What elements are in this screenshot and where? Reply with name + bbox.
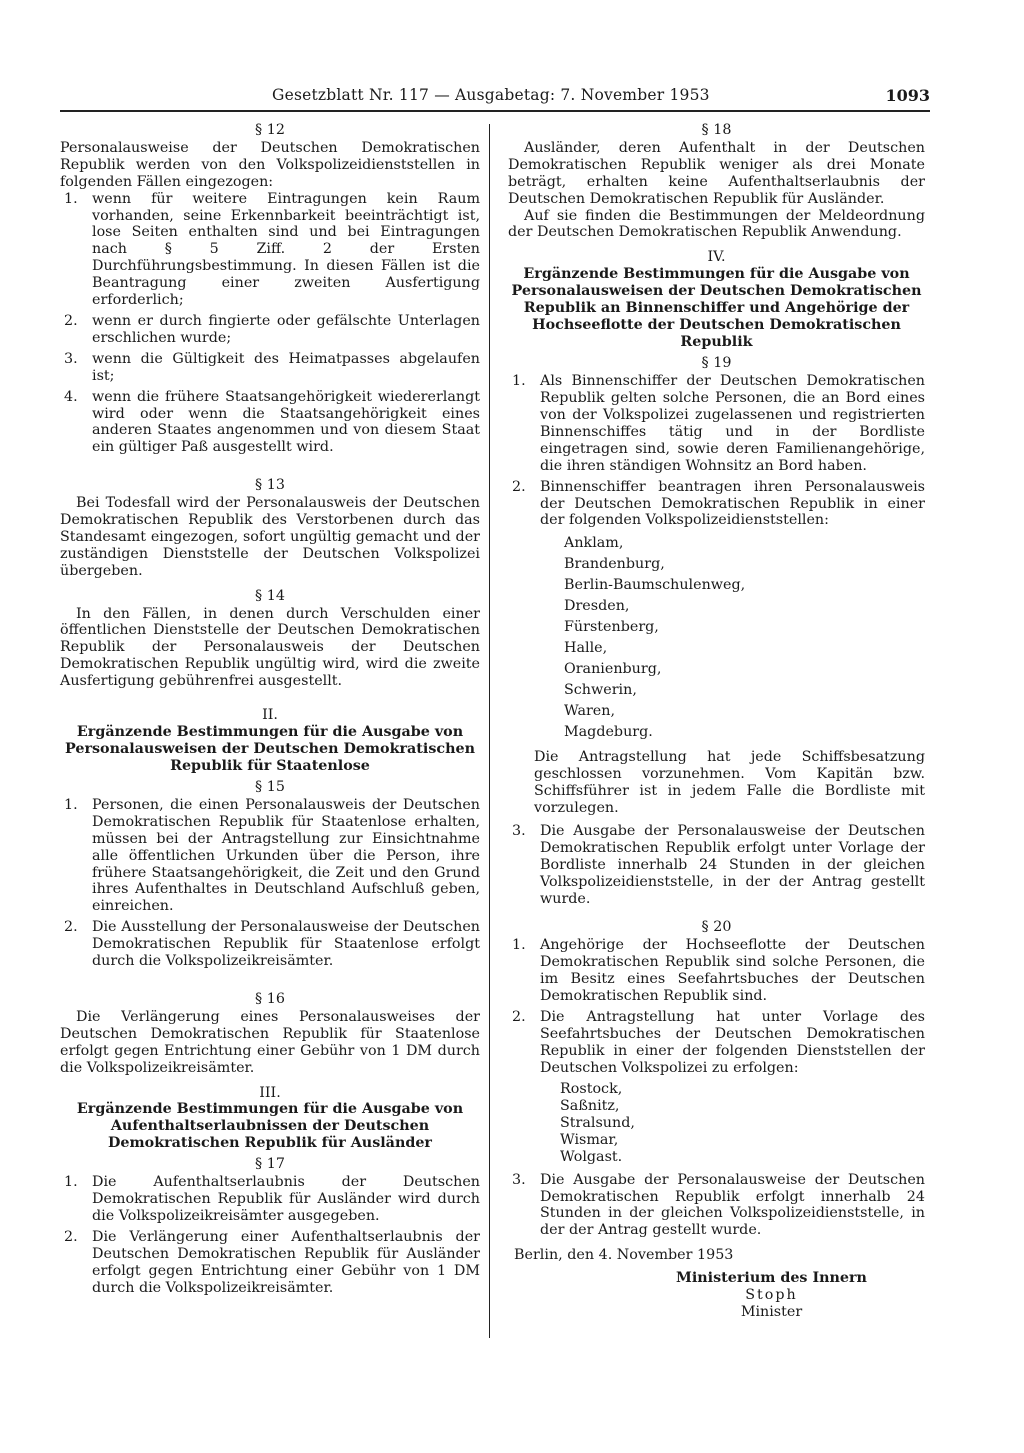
list-item: Magdeburg. — [564, 724, 653, 741]
part-heading: Ergänzende Bestimmungen für die Ausgabe von Personalausweisen der Deutschen Demokratischen Republik an Binnenschiffer und Angehörige der Hochseeflotte der Deutschen Demokratischen Republik — [511, 266, 922, 351]
section-title: § 18 — [701, 122, 732, 138]
page-header — [60, 86, 930, 110]
section-title: § 19 — [701, 355, 732, 372]
left-column — [60, 122, 480, 1301]
section-text: Bei Todesfall wird der Personalausweis der Deutschen Demokratischen Republik des Verstorbenen durch das Standesamt eingezogen, sofort ungültig gemacht und der zuständigen Dienststelle der Deutschen Volkspolizei übergeben. — [60, 495, 480, 579]
page-number: 1093 — [885, 86, 930, 105]
numbered-list — [508, 373, 925, 529]
item-text: Die Antragstellung hat unter Vorlage des Seefahrtsbuches der Deutschen Demokratischen Republik in einer der folgenden Dienststellen der Deutschen Volkspolizei zu erfolgen: — [540, 1009, 925, 1076]
list-item: Wolgast. — [560, 1148, 623, 1165]
item-number: 1. — [512, 373, 526, 390]
list-item — [60, 1229, 480, 1297]
list-item — [508, 937, 925, 1005]
list-item: Brandenburg, — [564, 556, 665, 573]
list-item — [508, 479, 925, 530]
item-number: 3. — [512, 1171, 526, 1188]
item-number: 2. — [512, 1009, 526, 1025]
list-item: Berlin-Baumschulenweg, — [564, 577, 746, 594]
list-item: Waren, — [564, 703, 616, 720]
section-text: Ausländer, deren Aufenthalt in der Deutschen Demokratischen Republik weniger als drei Monate beträgt, erhalten keine Aufenthaltserlaubnis der Deutschen Demokratischen Republik für Ausländer. — [508, 139, 925, 207]
item-text: Binnenschiffer beantragen ihren Personalausweis der Deutschen Demokratischen Republik in einer der folgenden Volkspolizeidienststellen: — [540, 478, 925, 529]
ministry-name: Ministerium des Innern — [676, 1270, 867, 1287]
list-item: Stralsund, — [560, 1114, 635, 1131]
item-number: 3. — [64, 350, 78, 367]
list-item: Rostock, — [560, 1080, 623, 1097]
numbered-list — [60, 1174, 480, 1296]
list-item: Wismar, — [560, 1131, 619, 1148]
section-intro: Personalausweise der Deutschen Demokratischen Republik werden von den Volkspolizeidienststellen in folgenden Fällen eingezogen: — [60, 139, 480, 190]
item-text: Die Aufenthaltserlaubnis der Deutschen Demokratischen Republik für Ausländer wird durch die Volkspolizeikreisämter ausgegeben. — [92, 1174, 480, 1225]
item-text: Die Ausgabe der Personalausweise der Deutschen Demokratischen Republik erfolgt unter Vorlage der Bordliste innerhalb 24 Stunden in der gleichen Volkspolizeidienststelle, in der der Antrag gestellt wurde. — [540, 822, 925, 907]
list-item — [60, 351, 480, 385]
signature-block — [618, 1270, 925, 1321]
item-text: Personen, die einen Personalausweis der Deutschen Demokratischen Republik für Staatenlose erhalten, müssen bei der Antragstellung zur Einsichtnahme alle öffentlichen Urkunden über die Person, ihre frühere Staatsangehörigkeit, die Zeit und den Grund ihres Aufenthaltes in Deutschland Aufschluß geben, einreichen. — [92, 796, 480, 915]
item-number: 1. — [64, 1174, 78, 1191]
signatory-name: Stoph — [745, 1287, 798, 1304]
item-text: wenn die frühere Staatsangehörigkeit wiedererlangt wird oder wenn die Staatsangehörigkeit eines anderen Staates angenommen und von diesem Staat ein gültiger Paß ausgestellt wird. — [92, 388, 480, 456]
list-item: Oranienburg, — [564, 661, 662, 678]
part-heading: Ergänzende Bestimmungen für die Ausgabe von Personalausweisen der Deutschen Demokratischen Republik für Staatenlose — [65, 724, 475, 774]
list-item: Halle, — [564, 640, 608, 657]
item-number: 2. — [64, 312, 78, 329]
part-number: IV. — [707, 249, 726, 266]
item-text: Die Verlängerung einer Aufenthaltserlaubnis der Deutschen Demokratischen Republik für Ausländer erfolgt gegen Entrichtung einer Gebühr von 1 DM durch die Volkspolizeikreisämter. — [92, 1229, 480, 1296]
section-text: In den Fällen, in denen durch Verschulden einer öffentlichen Dienststelle der Deutschen Demokratischen Republik der Personalausweis der Deutschen Demokratischen Republik ungültig wird, wird die zweite Ausfertigung gebührenfrei ausgestellt. — [60, 605, 480, 690]
header-rule — [60, 110, 930, 112]
list-item — [60, 797, 480, 915]
item-text: wenn für weitere Eintragungen kein Raum vorhanden, seine Erkennbarkeit beeinträchtigt ist, lose Seiten enthalten sind und bei Eintragungen nach § 5 Ziff. 2 der Ersten Durchführungsbestimmung. In diesen Fällen ist die Beantragung einer zweiten Ausfertigung erforderlich; — [92, 190, 480, 309]
item-text: Angehörige der Hochseeflotte der Deutschen Demokratischen Republik sind solche Personen, die im Besitz eines Seefahrtsbuches der Deutschen Demokratischen Republik sind. — [540, 937, 925, 1005]
place-list — [560, 1081, 925, 1166]
numbered-list — [60, 191, 480, 457]
item-number: 2. — [64, 1229, 78, 1246]
list-item — [60, 191, 480, 309]
item-number: 1. — [64, 190, 78, 207]
part-heading: Ergänzende Bestimmungen für die Ausgabe von Aufenthaltserlaubnissen der Deutschen Demokratischen Republik für Ausländer — [76, 1101, 464, 1152]
list-item — [60, 389, 480, 457]
date-line: Berlin, den 4. November 1953 — [514, 1247, 734, 1264]
item-text: wenn er durch fingierte oder gefälschte Unterlagen erschlichen wurde; — [92, 312, 480, 346]
list-item: Fürstenberg, — [564, 619, 659, 636]
list-item: Saßnitz, — [560, 1097, 620, 1114]
section-title: § 13 — [255, 477, 285, 494]
section-text: Die Verlängerung eines Personalausweises der Deutschen Demokratischen Republik für Staatenlose erfolgt gegen Entrichtung einer Gebühr von 1 DM durch die Volkspolizeikreisämter. — [60, 1008, 480, 1076]
list-item — [508, 373, 925, 474]
item-number: 1. — [512, 937, 526, 954]
section-title: § 15 — [255, 779, 285, 795]
item-text: Die Ausgabe der Personalausweise der Deutschen Demokratischen Republik erfolgt innerhalb 24 Stunden in der gleichen Volkspolizeidienststelle, in der der Antrag gestellt wurde. — [540, 1171, 925, 1239]
list-item — [60, 1174, 480, 1225]
item-text: Die Ausstellung der Personalausweise der Deutschen Demokratischen Republik für Staatenlose erfolgt durch die Volkspolizeikreisämter. — [92, 919, 480, 970]
section-text: Auf sie finden die Bestimmungen der Meldeordnung der Deutschen Demokratischen Republik Anwendung. — [508, 207, 925, 241]
section-text: Die Antragstellung hat jede Schiffsbesatzung geschlossen vorzunehmen. Vom Kapitän bzw. Schiffsführer ist in jedem Falle die Bordliste mit vorzulegen. — [534, 749, 925, 817]
place-list — [564, 533, 925, 743]
item-number: 2. — [64, 919, 78, 936]
section-title: § 16 — [255, 990, 285, 1007]
part-number: III. — [259, 1084, 281, 1101]
numbered-list — [508, 823, 925, 908]
list-item — [60, 313, 480, 347]
section-title: § 17 — [255, 1156, 285, 1173]
list-item — [508, 1009, 925, 1077]
list-item: Schwerin, — [564, 682, 637, 699]
numbered-list — [508, 1172, 925, 1240]
section-title: § 12 — [255, 122, 285, 138]
list-item — [60, 919, 480, 970]
column-divider — [489, 124, 490, 1338]
part-number: II. — [262, 707, 278, 724]
section-title: § 14 — [255, 587, 285, 604]
item-text: Als Binnenschiffer der Deutschen Demokratischen Republik gelten solche Personen, die an Bord eines von der Volkspolizei zugelassenen und registrierten Binnenschiffes tätig und in der Bordliste eingetragen sind, sowie deren Familienangehörige, die ihren ständigen Wohnsitz an Bord haben. — [540, 373, 925, 474]
item-text: wenn die Gültigkeit des Heimatpasses abgelaufen ist; — [92, 350, 480, 384]
running-title: Gesetzblatt Nr. 117 — Ausgabetag: 7. November 1953 — [272, 86, 710, 104]
item-number: 4. — [64, 388, 78, 405]
list-item — [508, 1172, 925, 1240]
list-item: Anklam, — [564, 535, 624, 552]
list-item: Dresden, — [564, 598, 630, 615]
numbered-list — [60, 797, 480, 970]
item-number: 2. — [512, 478, 526, 495]
numbered-list — [508, 937, 925, 1076]
item-number: 3. — [512, 822, 526, 839]
right-column — [508, 122, 925, 1321]
section-title: § 20 — [701, 919, 732, 936]
item-number: 1. — [64, 796, 78, 813]
list-item — [508, 823, 925, 908]
signatory-role: Minister — [740, 1303, 803, 1320]
